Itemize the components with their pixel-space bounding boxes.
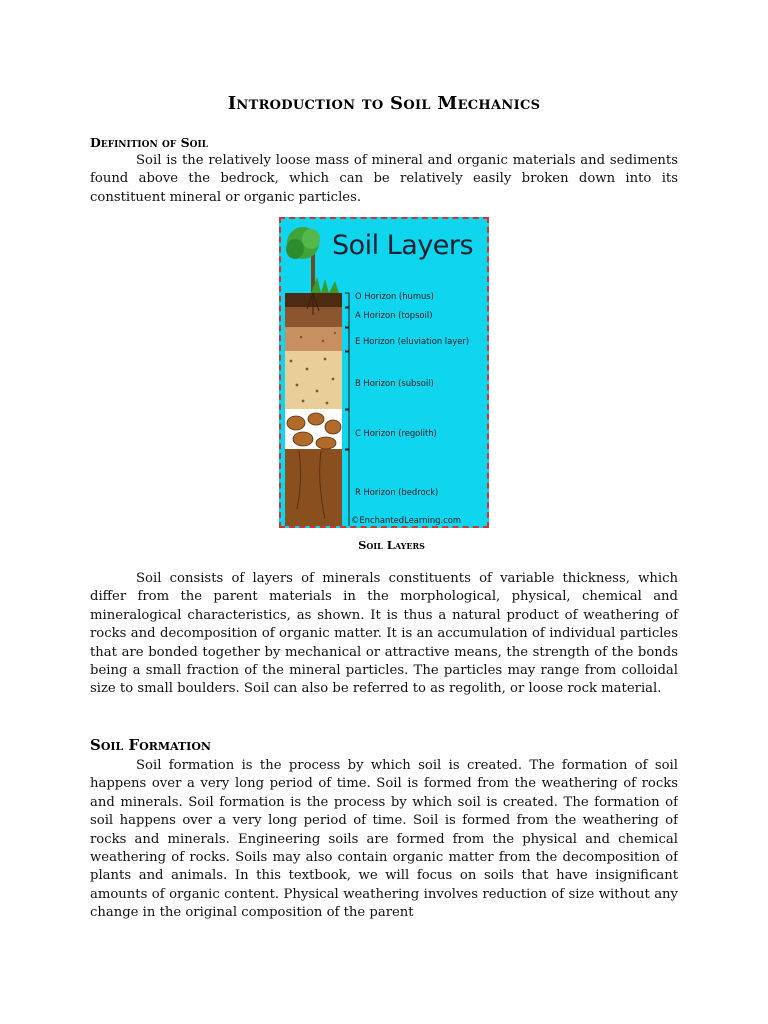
e-horizon-band xyxy=(285,327,342,351)
figure-credit: ©EnchantedLearning.com xyxy=(351,515,461,525)
soil-layers-figure xyxy=(279,217,489,528)
figure-caption: Soil Layers xyxy=(358,538,425,552)
page-title: Introduction to Soil Mechanics xyxy=(227,93,541,114)
horizon-label-e: E Horizon (eluviation layer) xyxy=(355,336,470,346)
horizon-label-c: C Horizon (regolith) xyxy=(355,428,437,438)
definition-paragraph xyxy=(90,152,678,207)
grass-icon xyxy=(311,277,339,293)
figure-title: Soil Layers xyxy=(332,230,474,261)
soil-formation-text: Soil formation is the process by which soil is created. The formation of soil happens over a very long period of time. Soil is formed from the weathering of rocks and minerals. Soil formation is the process by which soil is created. The formation of soil happens over a very long period of time. Soil is formed from the weathering of rocks and minerals. Engineering soils are formed from the physical and chemical weathering of rocks. Soils may also contain organic matter from the decomposition of plants and animals. In this textbook, we will focus on soils that have insignificant amounts of organic content. Physical weathering involves reduction of size without any change in the original composition of the parent xyxy=(90,758,678,921)
definition-text: Soil is the relatively loose mass of mineral and organic materials and sediments found above the bedrock, which can be relatively easily broken down into its constituent mineral or organic particles. xyxy=(90,153,678,205)
soil-layers-text: Soil consists of layers of minerals constituents of variable thickness, which differ from the parent materials in the morphological, physical, chemical and mineralogical characteristics, as shown. It is thus a natural product of weathering of rocks and decomposition of organic matter. It is an accumulation of individual particles that are bonded together by mechanical or attractive means, the strength of the bonds being a small fraction of the mineral particles. The particles may range from colloidal size to small boulders. Soil can also be referred to as regolith, or loose rock material. xyxy=(90,571,678,697)
soil-formation-heading: Soil Formation xyxy=(90,736,211,754)
horizon-brackets xyxy=(345,293,349,526)
definition-heading: Definition of Soil xyxy=(90,135,209,150)
horizon-label-a: A Horizon (topsoil) xyxy=(355,310,433,320)
soil-diagram-graphic xyxy=(281,219,487,526)
r-horizon-band xyxy=(285,449,342,526)
soil-formation-paragraph xyxy=(90,757,678,925)
horizon-label-r: R Horizon (bedrock) xyxy=(355,487,439,497)
horizon-label-b: B Horizon (subsoil) xyxy=(355,378,434,388)
horizon-label-o: O Horizon (humus) xyxy=(355,291,434,301)
soil-layers-paragraph xyxy=(90,570,678,699)
